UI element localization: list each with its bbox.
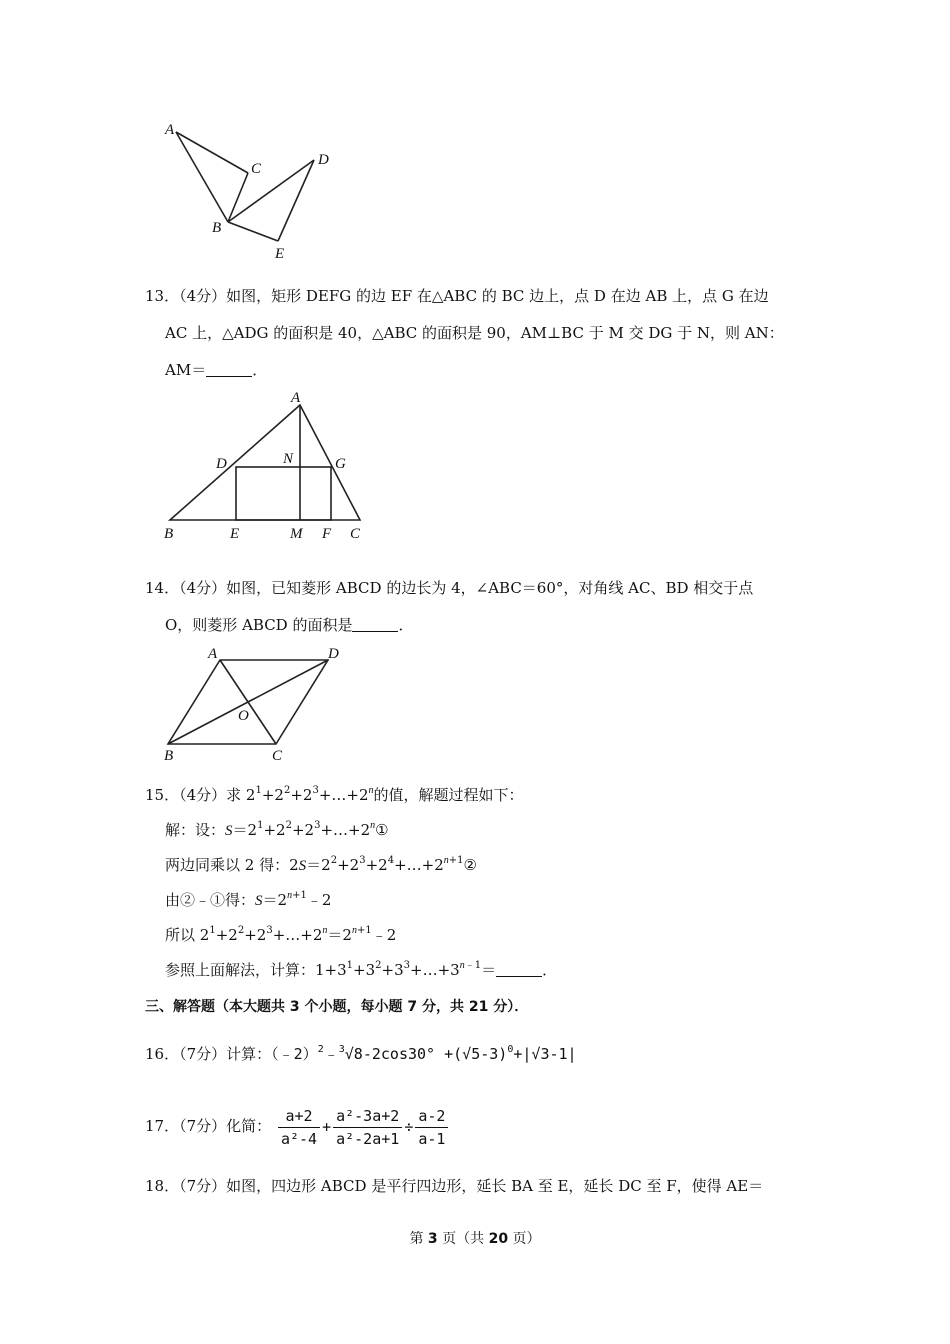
q16-score: （7分）: [179, 1045, 227, 1063]
fraction-3-denominator: a-1: [418, 1129, 446, 1148]
q16-number: 16．: [145, 1045, 180, 1063]
q14-number: 14．: [145, 579, 180, 597]
q15-number: 15．: [145, 786, 180, 804]
q15-sol1: 解：设：: [165, 821, 226, 839]
page-footer: [0, 1228, 950, 1248]
q13-line1: [145, 286, 769, 306]
q16-label: 计算：: [226, 1045, 272, 1063]
label-C: C: [251, 161, 262, 177]
q17-label: 化简：: [226, 1117, 272, 1135]
q15-sol3: 由②﹣①得：: [165, 891, 256, 909]
footer-suffix: 页）: [508, 1231, 541, 1247]
q15-intro: 求 2: [226, 786, 256, 804]
page-total: 20: [488, 1231, 509, 1247]
q15-sol-line2: 两边同乘以 2 得：$2S=2^2+2^3+2^4+\dots+2^{n+1}②$: [165, 855, 477, 874]
label-B: B: [164, 526, 174, 542]
q18-text: 如图，四边形 ABCD 是平行四边形，延长 BA 至 E，延长 DC 至 F，使得 AE＝: [226, 1177, 764, 1195]
q13-score: （4分）: [179, 287, 227, 305]
q13-text-2: AC 上，△ADG 的面积是 40，△ABC 的面积是 90，AM⊥BC 于 M 交 DG 于 N，则 AN：: [165, 324, 784, 342]
section-heading: [145, 997, 528, 1017]
q13-line2: [165, 323, 784, 343]
fraction-3: [415, 1107, 448, 1148]
fraction-2-numerator: a²-3a+2: [333, 1107, 402, 1128]
label-C: C: [350, 526, 361, 542]
label-A: A: [291, 390, 301, 406]
page-number: 3: [427, 1231, 438, 1247]
answer-blank[interactable]: [352, 617, 398, 632]
label-D: D: [318, 152, 329, 168]
answer-blank[interactable]: [496, 962, 542, 977]
q15-sol5: 参照上面解法，计算：: [165, 961, 316, 979]
q14-line1: [145, 578, 753, 598]
figure-q13: [160, 385, 380, 550]
q13-text-1: 如图，矩形 DEFG 的边 EF 在△ABC 的 BC 边上，点 D 在边 AB 上，点 G 在边: [226, 287, 769, 305]
footer-prefix: 第: [409, 1231, 428, 1247]
q18-score: （7分）: [179, 1177, 227, 1195]
q15-sol-line4: 所以 $2^1+2^2+2^3+\dots+2^n=2^{n+1}﹣2$: [165, 925, 397, 944]
label-B: B: [212, 220, 222, 236]
q14-line2: [165, 615, 414, 635]
label-A: A: [165, 122, 175, 138]
q15-sol-line5: 参照上面解法，计算：$1+3^1+3^2+3^3+\dots+3^{n﹣1}=$ ．: [165, 960, 558, 979]
q15-score: （4分）: [179, 786, 227, 804]
fraction-1-denominator: a²-4: [280, 1129, 318, 1148]
q16-expression: （﹣2）$^2$﹣$^3$√8-2cos30° $+(√5-3)^0+|√3-1|$: [271, 1044, 577, 1063]
q17-expression: $\frac{a+2}{\text{a²-4}}$ + $\frac{\text{a²-3a+2}}{\text{a²-2a+1}}$ ÷ $\frac{a-2}{a-1}$: [276, 1107, 451, 1148]
label-E: E: [275, 246, 285, 262]
label-D: D: [328, 646, 339, 662]
label-N: N: [283, 451, 294, 467]
q14-text-2: O，则菱形 ABCD 的面积是: [165, 616, 353, 634]
label-E: E: [230, 526, 240, 542]
q18-line: [145, 1176, 763, 1196]
label-C: C: [272, 748, 283, 764]
diagonal-BD: [168, 660, 328, 744]
q15-sol5-end: ．: [542, 961, 558, 979]
q14-text-1: 如图，已知菱形 ABCD 的边长为 4，∠ABC＝60°，对角线 AC、BD 相交于点: [226, 579, 754, 597]
rectangle-DEFG: [236, 467, 331, 520]
q16-line: [145, 1044, 577, 1064]
q13-text-3-end: ．: [252, 361, 268, 379]
q14-score: （4分）: [179, 579, 227, 597]
q13-text-3: AM＝: [165, 361, 207, 379]
figure-q12: [160, 118, 350, 268]
segment-AC: [176, 132, 248, 173]
q13-number: 13．: [145, 287, 180, 305]
segment-BE: [228, 222, 278, 241]
section-title: 三、解答题（本大题共 3 个小题，每小题 7 分，共 21 分）．: [145, 999, 529, 1015]
q13-line3: [165, 360, 267, 380]
fraction-1: [278, 1107, 320, 1148]
fraction-1-numerator: a+2: [278, 1107, 320, 1128]
label-G: G: [335, 456, 346, 472]
answer-blank[interactable]: [206, 362, 252, 377]
fraction-2: [333, 1107, 402, 1148]
fraction-3-numerator: a-2: [415, 1107, 448, 1128]
label-A: A: [208, 646, 218, 662]
label-O: O: [238, 708, 249, 724]
q15-intro-end: 的值，解题过程如下：: [373, 786, 524, 804]
q17-line: [145, 1104, 450, 1148]
figure-q14: [160, 642, 350, 767]
label-F: F: [322, 526, 332, 542]
q15-sol4: 所以: [165, 926, 200, 944]
q15-sol-line3: 由②﹣①得：$S=2^{n+1}﹣2$: [165, 890, 332, 909]
q15-line1: 15．（4分）求 $2^1+2^2+2^3+\dots+2^n$的值，解题过程如下：: [145, 785, 524, 804]
label-M: M: [290, 526, 303, 542]
fraction-2-denominator: a²-2a+1: [336, 1129, 400, 1148]
q14-text-2-end: ．: [398, 616, 414, 634]
q16-expr-base: （﹣2）: [271, 1045, 318, 1063]
q15-sol-line1: 解：设：$S=2^1+2^2+2^3+\dots+2^n①$: [165, 820, 389, 839]
q15-sol2: 两边同乘以 2 得：: [165, 856, 290, 874]
footer-middle: 页（共: [437, 1231, 489, 1247]
label-B: B: [164, 748, 174, 764]
label-D: D: [216, 456, 227, 472]
q18-number: 18．: [145, 1177, 180, 1195]
segment-AB: [176, 132, 228, 222]
q17-number: 17．: [145, 1117, 180, 1135]
q17-score: （7分）: [179, 1117, 227, 1135]
